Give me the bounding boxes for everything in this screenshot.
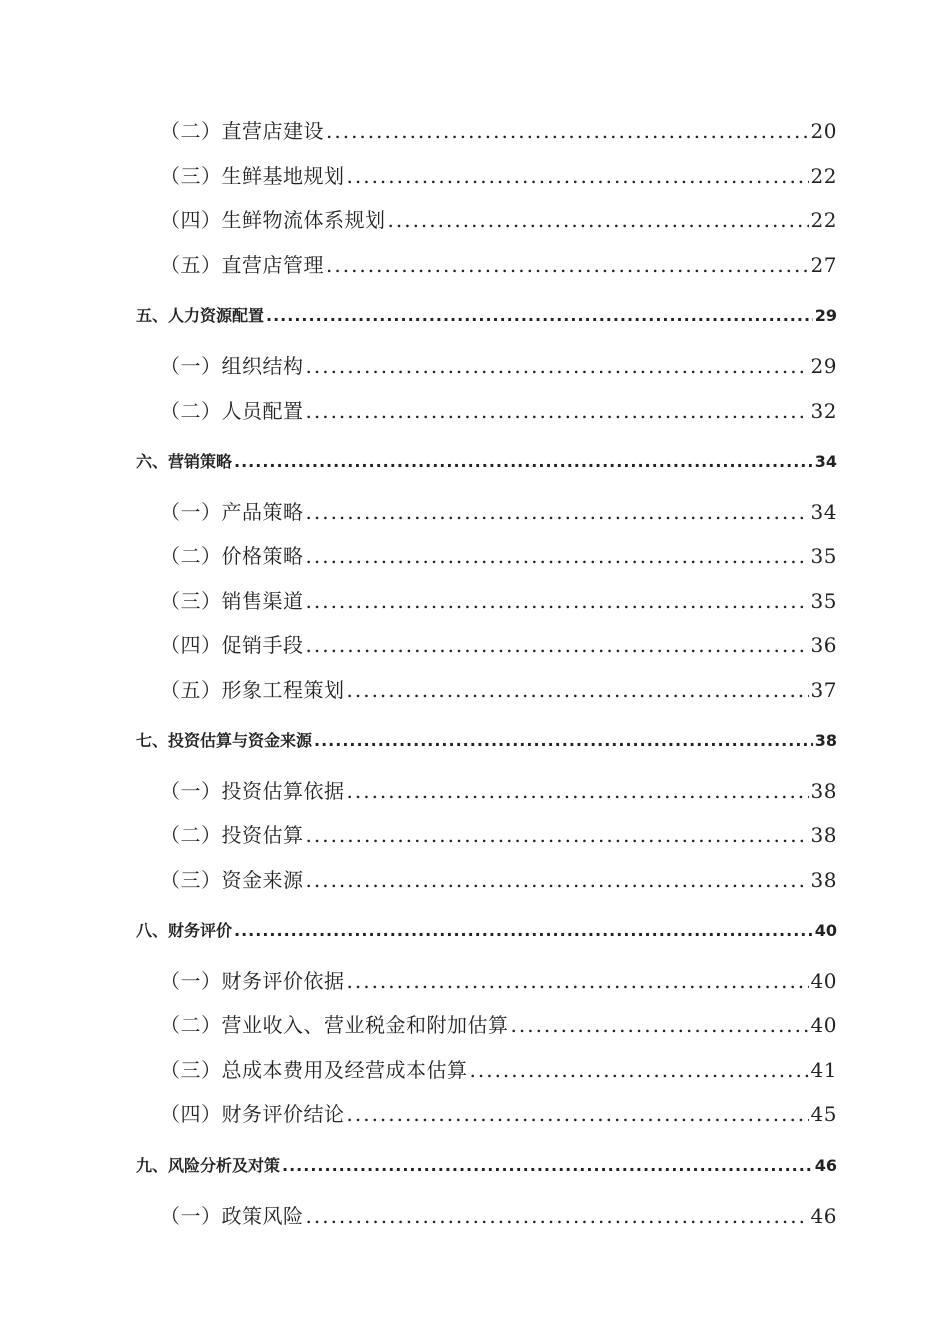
- toc-entry-page-number: 35: [810, 544, 837, 568]
- toc-entry[interactable]: [160, 350, 837, 379]
- toc-entry-page-number: 40: [810, 1013, 837, 1037]
- toc-chapter-page-number: 38: [814, 731, 837, 750]
- toc-entry[interactable]: [160, 249, 837, 278]
- toc-dot-leader: [470, 1058, 809, 1082]
- toc-entry[interactable]: [160, 1009, 837, 1038]
- toc-entry-title: （二）价格策略: [160, 544, 304, 568]
- toc-entry-page-number: 38: [810, 823, 837, 847]
- toc-chapter-title: 六、营销策略: [136, 452, 233, 471]
- toc-dot-leader: [347, 1102, 809, 1126]
- toc-entry-page-number: 36: [810, 633, 837, 657]
- toc-entry[interactable]: [160, 775, 837, 804]
- toc-entry[interactable]: [160, 1098, 837, 1127]
- toc-dot-leader: [306, 1204, 809, 1228]
- toc-chapter-entry[interactable]: [136, 728, 837, 751]
- toc-dot-leader: [347, 969, 809, 993]
- toc-entry[interactable]: [160, 674, 837, 703]
- toc-entry[interactable]: [160, 819, 837, 848]
- toc-dot-leader: [306, 500, 809, 524]
- toc-chapter-entry[interactable]: [136, 918, 837, 941]
- toc-dot-leader: [511, 1013, 809, 1037]
- toc-chapter-page-number: 34: [814, 452, 837, 471]
- toc-entry-title: （三）销售渠道: [160, 589, 304, 613]
- toc-entry-title: （五）形象工程策划: [160, 678, 345, 702]
- toc-entry-page-number: 37: [810, 678, 837, 702]
- toc-chapter-title: 七、投资估算与资金来源: [136, 731, 313, 750]
- toc-entry[interactable]: [160, 965, 837, 994]
- toc-chapter-title: 九、风险分析及对策: [136, 1156, 281, 1175]
- toc-entry-title: （三）资金来源: [160, 868, 304, 892]
- toc-entry-title: （一）产品策略: [160, 500, 304, 524]
- toc-entry-title: （二）直营店建设: [160, 119, 324, 143]
- toc-entry-page-number: 35: [810, 589, 837, 613]
- toc-dot-leader: [282, 1156, 813, 1175]
- toc-dot-leader: [314, 731, 813, 750]
- toc-dot-leader: [306, 544, 809, 568]
- toc-dot-leader: [347, 164, 809, 188]
- toc-entry-title: （三）总成本费用及经营成本估算: [160, 1058, 468, 1082]
- toc-dot-leader: [306, 354, 809, 378]
- toc-dot-leader: [347, 678, 809, 702]
- toc-entry[interactable]: [160, 204, 837, 233]
- toc-chapter-entry[interactable]: [136, 303, 837, 326]
- toc-dot-leader: [234, 921, 813, 940]
- toc-chapter-title: 五、人力资源配置: [136, 306, 265, 325]
- toc-entry-page-number: 38: [810, 779, 837, 803]
- toc-entry-page-number: 22: [810, 208, 837, 232]
- toc-entry[interactable]: [160, 1200, 837, 1229]
- toc-entry-title: （四）生鲜物流体系规划: [160, 208, 386, 232]
- toc-entry[interactable]: [160, 629, 837, 658]
- toc-dot-leader: [306, 633, 809, 657]
- toc-entry[interactable]: [160, 496, 837, 525]
- toc-dot-leader: [306, 589, 809, 613]
- toc-chapter-entry[interactable]: [136, 1153, 837, 1176]
- toc-entry-page-number: 34: [810, 500, 837, 524]
- toc-entry[interactable]: [160, 395, 837, 424]
- toc-dot-leader: [266, 306, 813, 325]
- toc-entry-title: （五）直营店管理: [160, 253, 324, 277]
- toc-entry-title: （四）财务评价结论: [160, 1102, 345, 1126]
- toc-entry-title: （一）财务评价依据: [160, 969, 345, 993]
- toc-entry-page-number: 40: [810, 969, 837, 993]
- toc-entry-page-number: 29: [810, 354, 837, 378]
- toc-entry-title: （一）投资估算依据: [160, 779, 345, 803]
- toc-entry-title: （三）生鲜基地规划: [160, 164, 345, 188]
- toc-entry[interactable]: [160, 160, 837, 189]
- toc-entry-page-number: 27: [810, 253, 837, 277]
- toc-chapter-page-number: 40: [814, 921, 837, 940]
- toc-dot-leader: [347, 779, 809, 803]
- toc-entry-page-number: 38: [810, 868, 837, 892]
- toc-dot-leader: [326, 253, 809, 277]
- toc-dot-leader: [326, 119, 809, 143]
- toc-entry[interactable]: [160, 540, 837, 569]
- toc-entry-page-number: 20: [810, 119, 837, 143]
- toc-dot-leader: [306, 868, 809, 892]
- toc-entry[interactable]: [160, 115, 837, 144]
- toc-entry[interactable]: [160, 864, 837, 893]
- toc-chapter-page-number: 46: [814, 1156, 837, 1175]
- toc-chapter-entry[interactable]: [136, 449, 837, 472]
- toc-entry-title: （四）促销手段: [160, 633, 304, 657]
- toc-chapter-title: 八、财务评价: [136, 921, 233, 940]
- toc-entry-page-number: 45: [810, 1102, 837, 1126]
- toc-entry-title: （二）营业收入、营业税金和附加估算: [160, 1013, 509, 1037]
- toc-entry-page-number: 32: [810, 399, 837, 423]
- toc-entry[interactable]: [160, 585, 837, 614]
- toc-entry[interactable]: [160, 1054, 837, 1083]
- toc-entry-title: （二）人员配置: [160, 399, 304, 423]
- toc-dot-leader: [306, 823, 809, 847]
- toc-entry-title: （二）投资估算: [160, 823, 304, 847]
- toc-entry-title: （一）政策风险: [160, 1204, 304, 1228]
- toc-dot-leader: [388, 208, 809, 232]
- toc-entry-page-number: 46: [810, 1204, 837, 1228]
- toc-entry-page-number: 22: [810, 164, 837, 188]
- toc-entry-title: （一）组织结构: [160, 354, 304, 378]
- toc-dot-leader: [234, 452, 813, 471]
- toc-dot-leader: [306, 399, 809, 423]
- toc-chapter-page-number: 29: [814, 306, 837, 325]
- toc-entry-page-number: 41: [810, 1058, 837, 1082]
